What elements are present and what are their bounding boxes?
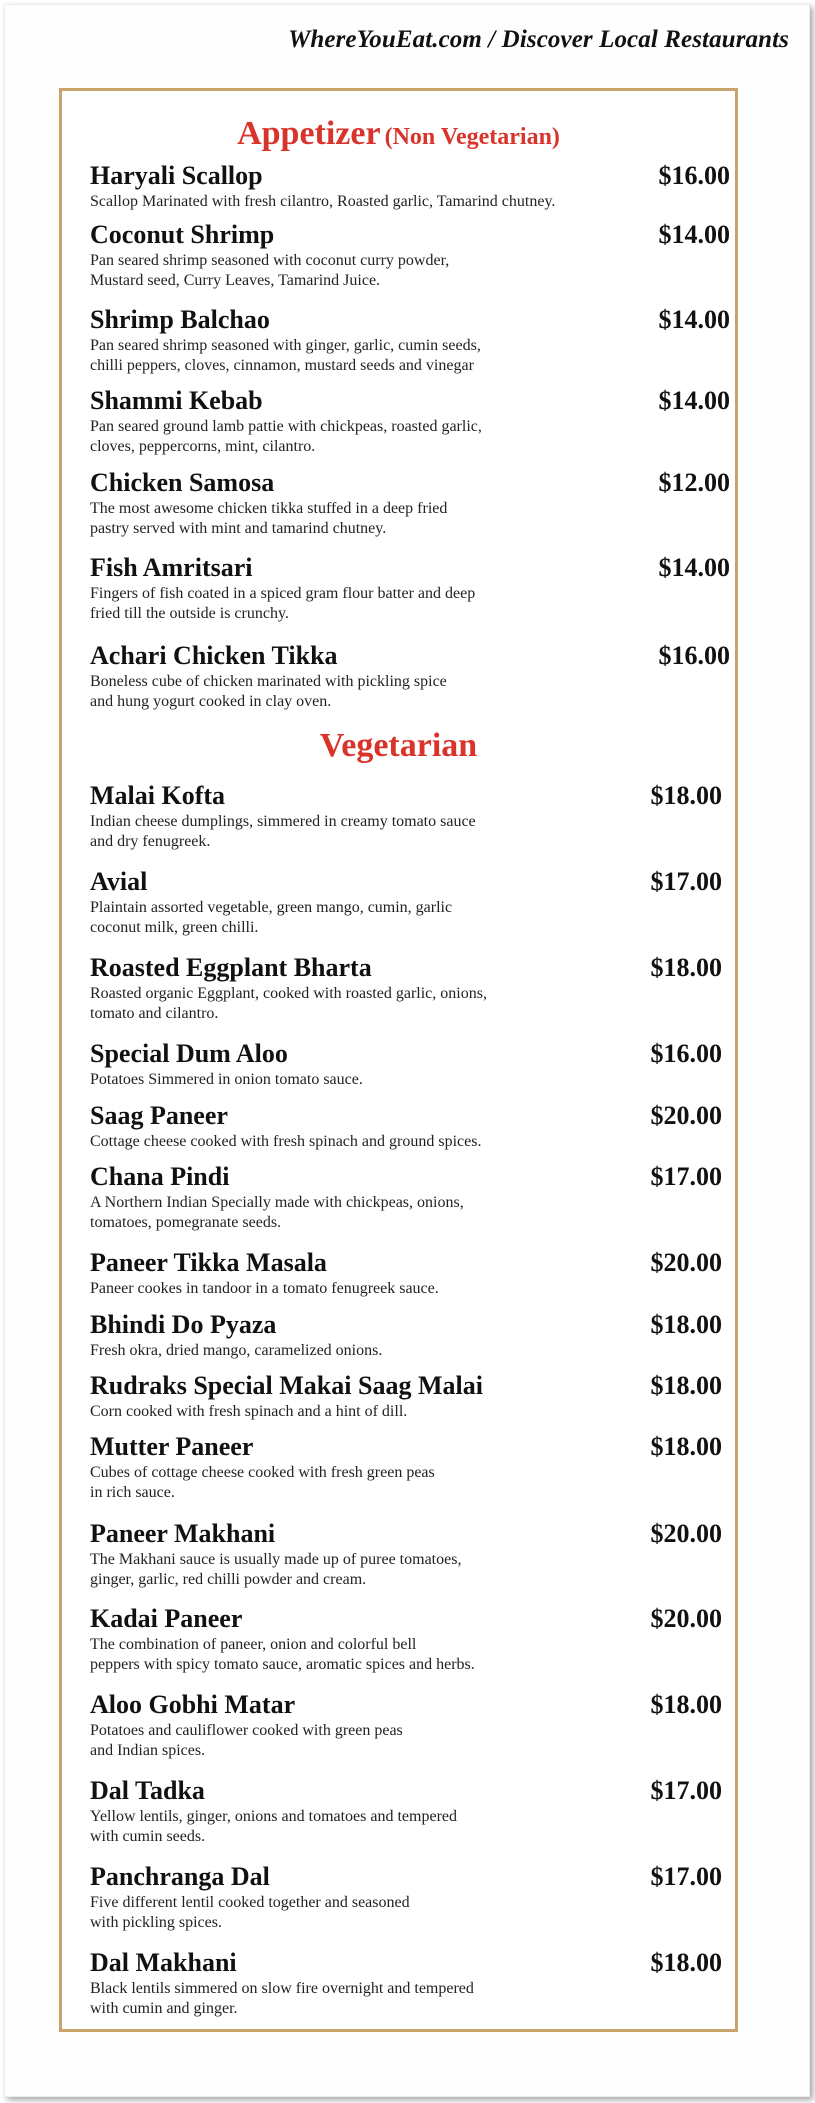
- menu-item: [90, 1604, 730, 1675]
- menu-item: [90, 1371, 730, 1422]
- menu-item: [90, 220, 730, 291]
- item-name: Aloo Gobhi Matar: [90, 1690, 296, 1719]
- item-description: Pan seared shrimp seasoned with ginger, garlic, cumin seeds, chilli peppers, cloves, cinnamon, mustard seeds and vinegar: [90, 337, 481, 374]
- item-name: Rudraks Special Makai Saag Malai: [90, 1371, 483, 1400]
- item-description: Cottage cheese cooked with fresh spinach and ground spices.: [90, 1133, 482, 1150]
- menu-item: [90, 867, 730, 938]
- item-price: $18.00: [650, 1371, 722, 1400]
- item-name: Saag Paneer: [90, 1101, 228, 1130]
- section-subtitle: (Non Vegetarian): [384, 124, 560, 150]
- item-description: Yellow lentils, ginger, onions and tomatoes and tempered with cumin seeds.: [90, 1808, 458, 1845]
- item-description: Boneless cube of chicken marinated with pickling spice and hung yogurt cooked in clay oven.: [90, 673, 447, 710]
- item-price: $17.00: [650, 1776, 722, 1805]
- item-name: Kadai Paneer: [90, 1604, 243, 1633]
- item-price: $18.00: [650, 1310, 722, 1339]
- item-description: Fingers of fish coated in a spiced gram flour batter and deep fried till the outside is crunchy.: [90, 585, 476, 622]
- item-price: $18.00: [650, 1690, 722, 1719]
- item-price: $20.00: [650, 1604, 722, 1633]
- menu-item: [90, 468, 730, 539]
- menu-item: [90, 1101, 730, 1152]
- item-name: Roasted Eggplant Bharta: [90, 953, 372, 982]
- item-price: $14.00: [658, 305, 730, 334]
- item-description: Roasted organic Eggplant, cooked with roasted garlic, onions, tomato and cilantro.: [90, 985, 487, 1022]
- item-name: Shrimp Balchao: [90, 305, 270, 334]
- item-price: $18.00: [650, 1432, 722, 1461]
- item-price: $12.00: [658, 468, 730, 497]
- menu-item: [90, 1948, 730, 2019]
- item-name: Paneer Tikka Masala: [90, 1248, 327, 1277]
- section-title-appetizer: [62, 115, 735, 153]
- item-name: Coconut Shrimp: [90, 220, 275, 249]
- item-description: Black lentils simmered on slow fire overnight and tempered with cumin and ginger.: [90, 1980, 474, 2017]
- item-name: Panchranga Dal: [90, 1862, 270, 1891]
- menu-item: [90, 161, 730, 212]
- item-name: Malai Kofta: [90, 781, 226, 810]
- menu-item: [90, 386, 730, 457]
- menu-item: [90, 953, 730, 1024]
- item-description: Corn cooked with fresh spinach and a hint of dill.: [90, 1403, 408, 1420]
- item-name: Avial: [90, 867, 148, 896]
- section-title-vegetarian: [62, 727, 735, 765]
- item-price: $17.00: [650, 1162, 722, 1191]
- item-description: The most awesome chicken tikka stuffed in a deep fried pastry served with mint and tamarind chutney.: [90, 500, 448, 537]
- item-name: Paneer Makhani: [90, 1519, 276, 1548]
- item-price: $18.00: [650, 1948, 722, 1977]
- item-description: Indian cheese dumplings, simmered in creamy tomato sauce and dry fenugreek.: [90, 813, 476, 850]
- item-price: $20.00: [650, 1248, 722, 1277]
- item-description: Cubes of cottage cheese cooked with fresh green peas in rich sauce.: [90, 1464, 435, 1501]
- menu-item: [90, 781, 730, 852]
- item-price: $16.00: [650, 1039, 722, 1068]
- menu-item: [90, 1310, 730, 1361]
- item-description: A Northern Indian Specially made with chickpeas, onions, tomatoes, pomegranate seeds.: [90, 1194, 464, 1231]
- item-name: Fish Amritsari: [90, 553, 253, 582]
- item-price: $16.00: [658, 641, 730, 670]
- item-price: $17.00: [650, 867, 722, 896]
- item-description: Plaintain assorted vegetable, green mango, cumin, garlic coconut milk, green chilli.: [90, 899, 453, 936]
- menu-item: [90, 305, 730, 376]
- item-price: $14.00: [658, 220, 730, 249]
- item-name: Bhindi Do Pyaza: [90, 1310, 277, 1339]
- item-description: Pan seared ground lamb pattie with chickpeas, roasted garlic, cloves, peppercorns, mint, cilantro.: [90, 418, 482, 455]
- menu-item: [90, 1862, 730, 1933]
- item-name: Dal Makhani: [90, 1948, 237, 1977]
- menu-item: [90, 553, 730, 624]
- menu-item: [90, 1776, 730, 1847]
- item-name: Chana Pindi: [90, 1162, 230, 1191]
- item-description: Potatoes and cauliflower cooked with green peas and Indian spices.: [90, 1722, 403, 1759]
- item-description: The combination of paneer, onion and colorful bell peppers with spicy tomato sauce, aromatic spices and herbs.: [90, 1636, 475, 1673]
- item-description: Fresh okra, dried mango, caramelized onions.: [90, 1342, 383, 1359]
- menu-item: [90, 1039, 730, 1090]
- item-description: The Makhani sauce is usually made up of puree tomatoes, ginger, garlic, red chilli powder and cream.: [90, 1551, 462, 1588]
- item-description: Pan seared shrimp seasoned with coconut curry powder, Mustard seed, Curry Leaves, Tamarind Juice.: [90, 252, 450, 289]
- menu-item: [90, 1162, 730, 1233]
- item-price: $14.00: [658, 386, 730, 415]
- menu-item: [90, 1432, 730, 1503]
- item-description: Scallop Marinated with fresh cilantro, Roasted garlic, Tamarind chutney.: [90, 193, 556, 210]
- item-price: $17.00: [650, 1862, 722, 1891]
- item-price: $18.00: [650, 953, 722, 982]
- item-name: Achari Chicken Tikka: [90, 641, 338, 670]
- item-description: Potatoes Simmered in onion tomato sauce.: [90, 1071, 363, 1088]
- item-price: $14.00: [658, 553, 730, 582]
- item-price: $16.00: [658, 161, 730, 190]
- section-title-text: Appetizer: [237, 115, 381, 152]
- item-price: $18.00: [650, 781, 722, 810]
- item-name: Mutter Paneer: [90, 1432, 254, 1461]
- item-name: Special Dum Aloo: [90, 1039, 288, 1068]
- item-price: $20.00: [650, 1101, 722, 1130]
- site-header: WhereYouEat.com / Discover Local Restaurants: [288, 26, 789, 53]
- menu-item: [90, 1690, 730, 1761]
- section-title-text: Vegetarian: [319, 727, 478, 764]
- menu-item: [90, 1519, 730, 1590]
- item-description: Paneer cookes in tandoor in a tomato fenugreek sauce.: [90, 1280, 439, 1297]
- item-description: Five different lentil cooked together and seasoned with pickling spices.: [90, 1894, 410, 1931]
- menu-card: [59, 88, 738, 2032]
- item-name: Dal Tadka: [90, 1776, 205, 1805]
- item-name: Haryali Scallop: [90, 161, 263, 190]
- menu-item: [90, 1248, 730, 1299]
- item-name: Shammi Kebab: [90, 386, 263, 415]
- menu-item: [90, 641, 730, 712]
- item-name: Chicken Samosa: [90, 468, 275, 497]
- item-price: $20.00: [650, 1519, 722, 1548]
